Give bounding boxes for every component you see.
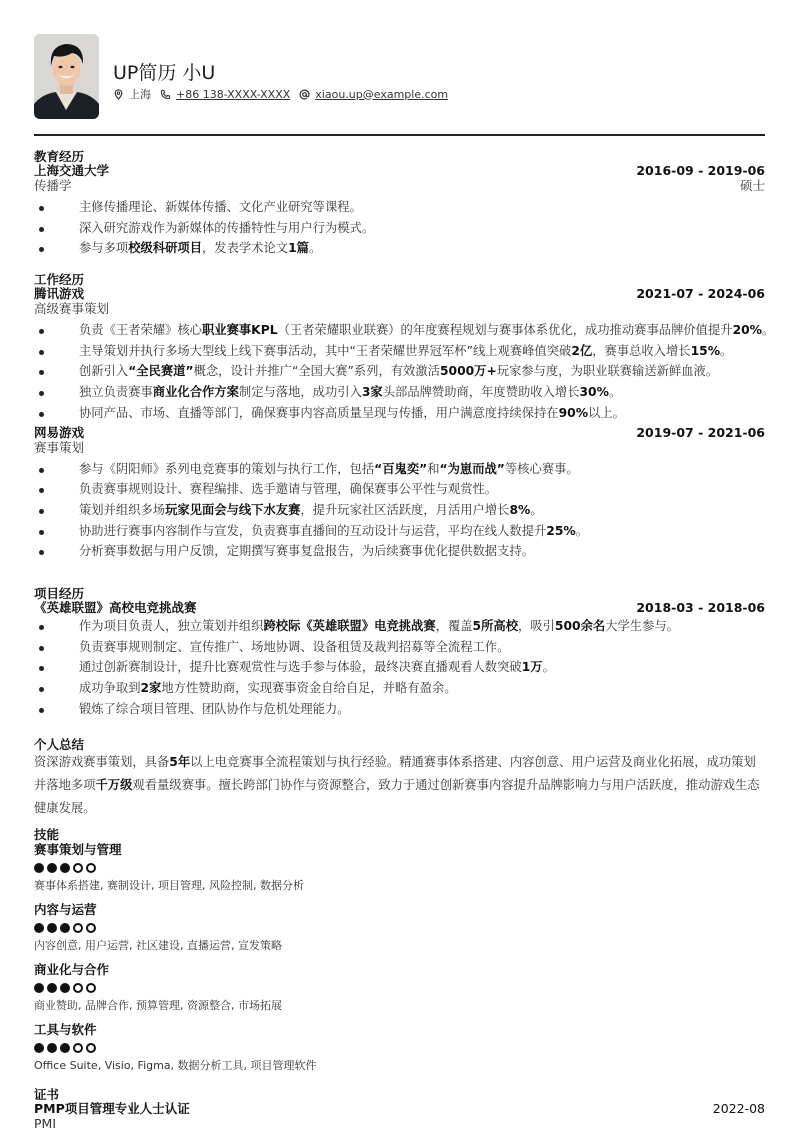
job-entry <box>34 286 775 424</box>
skill-level-rating <box>34 923 765 933</box>
degree: 硕士 <box>739 178 765 193</box>
school-name: 上海交通大学 <box>34 163 110 178</box>
empty-dot-icon <box>73 983 83 993</box>
empty-dot-icon <box>86 983 96 993</box>
phone-icon <box>160 89 171 100</box>
skill-keywords: 内容创意, 用户运营, 社区建设, 直播运营, 宣发策略 <box>34 939 282 952</box>
certificate-name: PMP项目管理专业人士认证 <box>34 1101 190 1116</box>
empty-dot-icon <box>86 1043 96 1053</box>
section-title: 技能 <box>34 827 60 842</box>
certificate-date: 2022-08 <box>712 1101 765 1116</box>
project-bullets <box>34 616 765 720</box>
skill-keywords: 商业赞助, 品牌合作, 预算管理, 资源整合, 市场拓展 <box>34 999 282 1012</box>
filled-dot-icon <box>47 983 57 993</box>
phone-link[interactable]: +86 138-XXXX-XXXX <box>176 87 291 101</box>
bullet-item: 分析赛事数据与用户反馈，定期撰写赛事复盘报告，为后续赛事优化提供数据支持。 <box>34 541 765 562</box>
filled-dot-icon <box>60 1043 70 1053</box>
contact-info <box>113 86 457 102</box>
bullet-item: 锻炼了综合项目管理、团队协作与危机处理能力。 <box>34 699 765 720</box>
contact-location <box>113 86 151 102</box>
certificate-issuer: PMI <box>34 1116 57 1131</box>
job-dates: 2021-07 - 2024-06 <box>636 286 765 301</box>
filled-dot-icon <box>47 1043 57 1053</box>
summary-text: 资深游戏赛事策划，具备5年以上电竞赛事全流程策划与执行经验。精通赛事体系搭建、内容创意、用户运营及商业化拓展，成功策划并落地多项千万级观看量级赛事。擅长跨部门协作与资源整合，致力于通过创新赛事内容提升品牌影响力与用户活跃度，推动游戏生态健康发展。 <box>34 755 760 815</box>
profile-photo <box>34 34 99 119</box>
skills-list <box>34 842 765 1073</box>
bullet-item: 独立负责赛事商业化合作方案制定与落地，成功引入3家头部品牌赞助商，年度赞助收入增长30%。 <box>34 382 765 403</box>
section-title: 项目经历 <box>34 586 85 601</box>
filled-dot-icon <box>60 923 70 933</box>
email-link[interactable]: xiaou.up@example.com <box>315 87 449 101</box>
bullet-item: 作为项目负责人，独立策划并组织跨校际《英雄联盟》电竞挑战赛，覆盖5所高校，吸引500余名大学生参与。 <box>34 616 765 637</box>
job-role: 赛事策划 <box>34 439 85 455</box>
skills-section <box>34 828 765 1073</box>
bullet-item: 创新引入“全民赛道”概念，设计并推广“全国大赛”系列，有效激活5000万+玩家参与度，为职业联赛输送新鲜血液。 <box>34 361 765 382</box>
skill-item <box>34 902 765 953</box>
education-bullets <box>34 197 765 259</box>
section-title: 证书 <box>34 1087 60 1102</box>
job-dates: 2019-07 - 2021-06 <box>636 424 765 440</box>
bullet-item: 负责赛事规则制定、宣传推广、场地协调、设备租赁及裁判招募等全流程工作。 <box>34 637 765 658</box>
filled-dot-icon <box>34 923 44 933</box>
bullet-item: 成功争取到2家地方性赞助商，实现赛事资金自给自足，并略有盈余。 <box>34 678 765 699</box>
bullet-item: 参与多项校级科研项目，发表学术论文1篇。 <box>34 238 765 259</box>
skill-item <box>34 962 765 1013</box>
skill-name: 内容与运营 <box>34 902 97 917</box>
contact-phone[interactable] <box>160 88 290 101</box>
bullet-item: 策划并组织多场玩家见面会与线下水友赛，提升玩家社区活跃度，月活用户增长8%。 <box>34 500 765 521</box>
empty-dot-icon <box>86 863 96 873</box>
location-text: 上海 <box>129 88 151 101</box>
job-bullets <box>34 459 765 563</box>
project-dates: 2018-03 - 2018-06 <box>636 600 765 615</box>
certificates-section <box>34 1088 765 1131</box>
job-bullets <box>34 320 775 424</box>
job-entry <box>34 426 765 563</box>
skill-item <box>34 1022 765 1073</box>
section-title: 个人总结 <box>34 737 85 752</box>
skill-item <box>34 842 765 893</box>
skill-level-rating <box>34 1043 765 1053</box>
bullet-item: 深入研究游戏作为新媒体的传播特性与用户行为模式。 <box>34 218 765 239</box>
contact-email[interactable] <box>299 88 448 101</box>
filled-dot-icon <box>34 863 44 873</box>
projects-section <box>34 587 765 720</box>
empty-dot-icon <box>73 863 83 873</box>
bullet-item: 协同产品、市场、直播等部门，确保赛事内容高质量呈现与传播，用户满意度持续保持在90%以上。 <box>34 403 765 424</box>
skill-level-rating <box>34 983 765 993</box>
project-name: 《英雄联盟》高校电竞挑战赛 <box>34 600 197 615</box>
bullet-item: 负责赛事规则设计、赛程编排、选手邀请与管理，确保赛事公平性与观赏性。 <box>34 479 765 500</box>
section-title: 工作经历 <box>34 272 85 287</box>
company-name: 网易游戏 <box>34 424 85 440</box>
bullet-item: 负责《王者荣耀》核心职业赛事KPL（王者荣耀职业联赛）的年度赛程规划与赛事体系优化，成功推动赛事品牌价值提升20%。 <box>34 320 765 341</box>
filled-dot-icon <box>60 863 70 873</box>
filled-dot-icon <box>47 923 57 933</box>
empty-dot-icon <box>73 923 83 933</box>
map-pin-icon <box>113 89 124 100</box>
bullet-item: 协助进行赛事内容制作与宣发，负责赛事直播间的互动设计与运营，平均在线人数提升25%。 <box>34 521 765 542</box>
section-title: 教育经历 <box>34 149 85 164</box>
skill-level-rating <box>34 863 765 873</box>
bullet-item: 参与《阴阳师》系列电竞赛事的策划与执行工作，包括“百鬼奕”和“为崽而战”等核心赛事。 <box>34 459 765 480</box>
skill-name: 赛事策划与管理 <box>34 842 122 857</box>
summary-section <box>34 738 765 820</box>
filled-dot-icon <box>47 863 57 873</box>
resume-header <box>34 34 765 120</box>
at-icon <box>299 89 310 100</box>
filled-dot-icon <box>60 983 70 993</box>
job-role: 高级赛事策划 <box>34 301 110 316</box>
work-section <box>34 272 775 562</box>
education-section <box>34 150 765 259</box>
filled-dot-icon <box>34 1043 44 1053</box>
bullet-item: 主导策划并执行多场大型线上线下赛事活动，其中“王者荣耀世界冠军杯”线上观赛峰值突破2亿，赛事总收入增长15%。 <box>34 341 765 362</box>
empty-dot-icon <box>86 923 96 933</box>
header-divider <box>34 134 765 136</box>
candidate-name: UP简历 小U <box>113 62 216 84</box>
skill-name: 工具与软件 <box>34 1022 97 1037</box>
skill-name: 商业化与合作 <box>34 962 110 977</box>
bullet-item: 通过创新赛制设计，提升比赛观赏性与选手参与体验，最终决赛直播观看人数突破1万。 <box>34 657 765 678</box>
skill-keywords: Office Suite, Visio, Figma, 数据分析工具, 项目管理软件 <box>34 1059 317 1072</box>
major: 传播学 <box>34 178 72 193</box>
company-name: 腾讯游戏 <box>34 286 85 301</box>
empty-dot-icon <box>73 1043 83 1053</box>
bullet-item: 主修传播理论、新媒体传播、文化产业研究等课程。 <box>34 197 765 218</box>
filled-dot-icon <box>34 983 44 993</box>
skill-keywords: 赛事体系搭建, 赛制设计, 项目管理, 风险控制, 数据分析 <box>34 879 304 892</box>
education-dates: 2016-09 - 2019-06 <box>636 163 765 178</box>
